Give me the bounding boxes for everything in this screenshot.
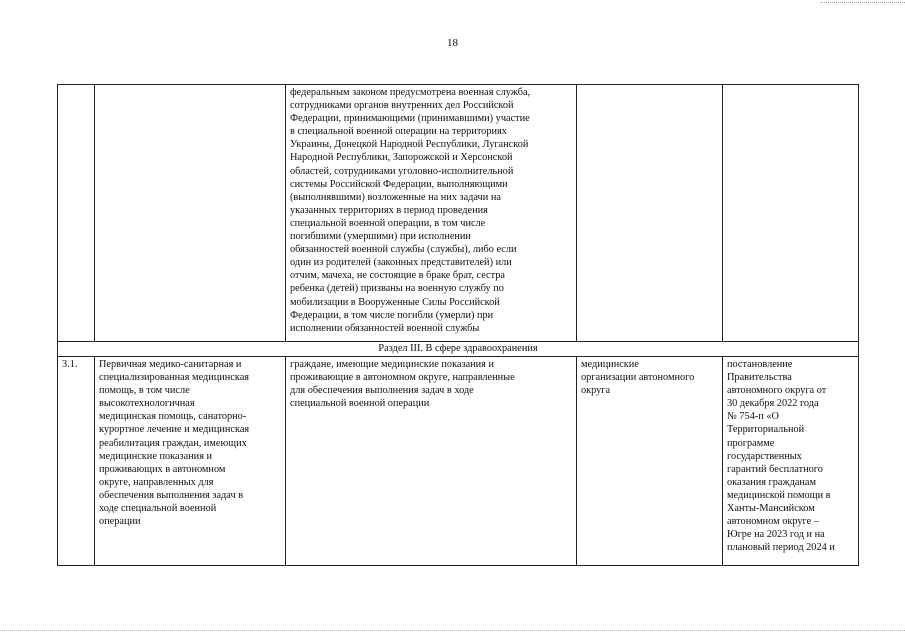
cell-recipients: граждане, имеющие медицинские показания и проживающие в автономном округе, направленные для обеспечения выполнения задач в ходе специальной военной операции: [286, 357, 577, 565]
cell-legal-basis: постановление Правительства автономного округа от 30 декабря 2022 года № 754-п «О Территориальной программе государственных гарантий бесплатного оказания гражданам медицинской помощи в Ханты-Мансийском автономном округе – Югре на 2023 год и на плановый период 2024 и: [723, 357, 859, 565]
cell-number: 3.1.: [58, 357, 95, 565]
table-section-row: [58, 342, 859, 357]
cell-measure: [95, 85, 286, 341]
measures-table: [57, 84, 859, 566]
scan-artifact-top: [820, 2, 905, 4]
page-number: 18: [447, 37, 458, 49]
cell-executor: медицинские организации автономного округа: [577, 357, 723, 565]
section-title: Раздел III. В сфере здравоохранения: [58, 342, 859, 356]
cell-recipients: федеральным законом предусмотрена военная служба, сотрудниками органов внутренних дел Российской Федерации, принимающими (принимавшими) участие в специальной военной операции на территориях Украины, Донецкой Народной Республики, Луганской Народной Республики, Запорожской и Херсонской областей, сотрудниками уголовно-исполнительной системы Российской Федерации, выполняющими (выполнявшими) возложенные на них задачи на указанных территориях в период проведения специальной военной операции, в том числе погибшими (умершими) при исполнении обязанностей военной службы (службы), либо если один из родителей (законных представителей) или отчим, мачеха, не состоящие в браке брат, сестра ребенка (детей) призваны на военную службу по мобилизации в Вооруженные Силы Российской Федерации, в том числе погибли (умерли) при исполнении обязанностей военной службы: [286, 85, 577, 341]
cell-executor: [577, 85, 723, 341]
cell-number: [58, 85, 95, 341]
table-row-3-1: [58, 357, 859, 566]
scan-artifact-bottom: [0, 630, 905, 632]
cell-legal-basis: [723, 85, 859, 341]
cell-measure: Первичная медико-санитарная и специализированная медицинская помощь, в том числе высокотехнологичная медицинская помощь, санаторно- курортное лечение и медицинская реабилитация граждан, имеющих медицинские показания и проживающих в автономном округе, направленных для обеспечения выполнения задач в ходе специальной военной операции: [95, 357, 286, 565]
table-row-continuation: [58, 85, 859, 342]
